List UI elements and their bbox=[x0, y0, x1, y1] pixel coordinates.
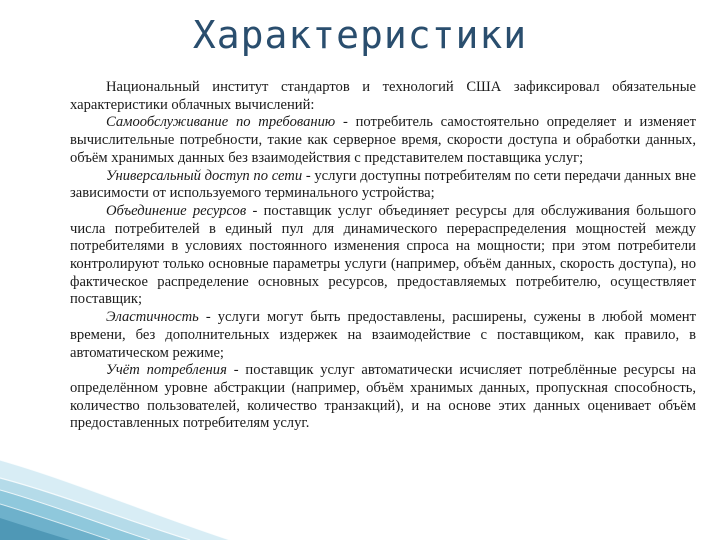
decorative-waves bbox=[0, 420, 260, 540]
characteristic-description: - потребитель самостоятельно определяет и изменяет вычислительные потребности, такие как серверное время, скорости доступа и обработки данных, объём хранимых данных без взаимодействия с представителем поставщика услуг; bbox=[70, 114, 696, 166]
characteristic-term: Самообслуживание по требованию bbox=[106, 114, 336, 131]
intro-paragraph: Национальный институт стандартов и технологий США зафиксировал обязательные характеристики облачных вычислений: bbox=[70, 79, 696, 113]
characteristic-term: Объединение ресурсов bbox=[106, 202, 247, 219]
characteristic-item bbox=[70, 168, 696, 203]
characteristic-description: - поставщик услуг автоматически исчисляет потреблённые ресурсы на определённом уровне абстракции (например, объём хранимых данных, пропускная способность, количество пользователей, количество транзакций), и на основе этих данных оценивает объём предоставленных потребителям услуг. bbox=[70, 362, 696, 432]
characteristic-term: Универсальный доступ по сети bbox=[106, 167, 303, 184]
characteristic-item bbox=[70, 203, 696, 309]
characteristic-term: Эластичность bbox=[106, 309, 199, 326]
slide-body bbox=[70, 79, 696, 433]
characteristic-item bbox=[70, 309, 696, 362]
characteristic-description: - услуги могут быть предоставлены, расширены, сужены в любой момент времени, без дополнительных издержек на взаимодействие с поставщиком, как правило, в автоматическом режиме; bbox=[70, 309, 696, 361]
characteristic-item bbox=[70, 362, 696, 433]
characteristic-description: - услуги доступны потребителям по сети передачи данных вне зависимости от используемого терминального устройства; bbox=[70, 167, 696, 202]
slide-title: Характеристики bbox=[192, 13, 528, 57]
characteristic-item bbox=[70, 114, 696, 167]
characteristic-term: Учёт потребления bbox=[106, 362, 227, 379]
characteristic-description: - поставщик услуг объединяет ресурсы для обслуживания большого числа потребителей в единый пул для динамического перераспределения мощностей между потребителями в условиях постоянного изменения спроса на мощности; при этом потребители контролируют только основные параметры услуги (например, объём данных, скорость доступа), но фактическое распределение основных ресурсов, предоставляемых потребителю, осуществляет поставщик; bbox=[70, 202, 697, 308]
